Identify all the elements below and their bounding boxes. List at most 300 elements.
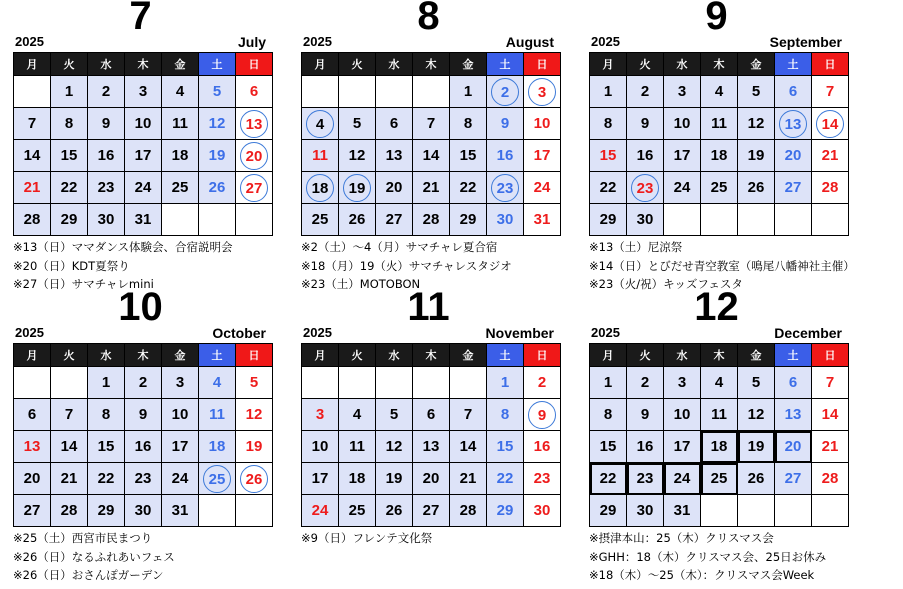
day-cell [812,140,849,172]
day-number: 9 [640,115,650,132]
weekday-header: 日 [236,344,273,367]
empty-day-cell [738,495,775,527]
day-number: 5 [751,83,761,100]
day-cell [236,399,273,431]
day-cell [376,399,413,431]
day-number: 19 [245,438,263,455]
weekday-header: 月 [14,344,51,367]
day-number: 6 [27,406,37,423]
day-number: 2 [537,374,547,391]
day-cell [162,172,199,204]
weekday-header: 金 [162,53,199,76]
day-cell [627,367,664,399]
weekday-header: 日 [812,53,849,76]
empty-day-cell [775,495,812,527]
day-cell [125,399,162,431]
day-number: 7 [825,374,835,391]
day-cell [125,495,162,527]
day-cell [524,76,561,108]
weekday-header-row [302,344,561,367]
day-number: 11 [711,406,727,423]
day-number: 18 [710,147,728,164]
day-cell [339,399,376,431]
week-row [590,172,849,204]
day-number: 31 [171,502,189,519]
day-cell [738,431,775,463]
day-cell [664,431,701,463]
day-number: 3 [528,78,556,106]
week-row [14,108,273,140]
day-number: 19 [385,470,403,487]
weekday-header: 土 [487,53,524,76]
day-cell [450,399,487,431]
day-cell [701,140,738,172]
day-number: 24 [673,179,691,196]
event-note: ※GHH：18（木）クリスマス会、25日お休み [589,549,827,564]
day-number: 6 [426,406,436,423]
weekday-header: 木 [413,53,450,76]
week-row [14,463,273,495]
day-cell [302,172,339,204]
day-cell [627,399,664,431]
day-cell [812,108,849,140]
day-cell [590,172,627,204]
day-cell [88,399,125,431]
year-label: 2025 [591,325,620,340]
day-number: 6 [249,83,259,100]
day-number: 20 [23,470,41,487]
day-number: 17 [673,438,691,455]
day-number: 3 [175,374,185,391]
week-row [590,108,849,140]
day-cell [627,76,664,108]
day-number: 13 [784,406,802,423]
day-number: 30 [636,502,654,519]
week-row [590,367,849,399]
day-number: 28 [422,211,440,228]
month-header [301,0,556,52]
day-number: 27 [385,211,403,228]
day-number: 12 [348,147,366,164]
day-number: 3 [315,406,325,423]
day-number: 14 [816,110,844,138]
day-number: 23 [533,470,551,487]
day-number: 21 [821,147,839,164]
day-number: 14 [422,147,440,164]
empty-day-cell [701,495,738,527]
day-number: 13 [240,110,268,138]
day-cell [125,76,162,108]
day-number: 5 [352,115,362,132]
day-cell [450,495,487,527]
day-cell [664,172,701,204]
day-cell [125,172,162,204]
empty-day-cell [812,204,849,236]
day-cell [590,140,627,172]
day-cell [487,495,524,527]
day-cell [413,172,450,204]
weekday-header: 土 [199,344,236,367]
weekday-header: 土 [487,344,524,367]
day-cell [339,140,376,172]
empty-day-cell [775,204,812,236]
day-number: 1 [603,83,613,100]
day-number: 24 [673,470,691,487]
day-cell [524,140,561,172]
day-number: 25 [203,465,231,493]
day-cell [376,108,413,140]
week-row [302,172,561,204]
weekday-header: 月 [590,344,627,367]
weekday-header: 水 [88,53,125,76]
day-cell [524,463,561,495]
day-cell [88,367,125,399]
day-cell [88,140,125,172]
day-cell [738,463,775,495]
empty-day-cell [236,204,273,236]
day-number: 24 [311,502,329,519]
week-row [302,463,561,495]
day-cell [738,76,775,108]
weekday-header: 日 [524,53,561,76]
day-cell [162,431,199,463]
month-header [301,285,556,343]
month-number: 8 [417,0,440,38]
day-cell [450,140,487,172]
day-number: 17 [311,470,329,487]
day-cell [524,399,561,431]
event-notes [301,529,556,548]
day-cell [88,495,125,527]
week-row [590,76,849,108]
day-cell [524,172,561,204]
day-cell [376,172,413,204]
month-header [13,285,268,343]
day-cell [125,204,162,236]
day-number: 7 [825,83,835,100]
empty-day-cell [236,495,273,527]
day-number: 25 [710,470,728,487]
day-cell [738,399,775,431]
day-number: 27 [784,179,802,196]
week-row [14,172,273,204]
day-cell [236,463,273,495]
day-cell [524,204,561,236]
day-number: 24 [134,179,152,196]
day-number: 7 [27,115,37,132]
day-number: 16 [533,438,551,455]
day-number: 10 [673,406,691,423]
day-number: 17 [171,438,189,455]
day-number: 7 [64,406,74,423]
day-number: 1 [500,374,510,391]
day-cell [590,76,627,108]
day-number: 2 [101,83,111,100]
year-label: 2025 [15,34,44,49]
day-cell [88,463,125,495]
day-cell [524,108,561,140]
day-cell [664,76,701,108]
day-cell [125,140,162,172]
day-number: 2 [640,374,650,391]
week-row [590,204,849,236]
event-note: ※23（火/祝）キッズフェスタ [589,277,743,291]
year-label: 2025 [15,325,44,340]
weekday-header: 水 [664,344,701,367]
day-number: 29 [97,502,115,519]
day-number: 2 [491,78,519,106]
day-cell [302,495,339,527]
day-number: 6 [788,374,798,391]
day-cell [812,463,849,495]
day-number: 29 [459,211,477,228]
month-calendar-december [589,285,844,585]
day-cell [376,140,413,172]
day-cell [162,140,199,172]
day-number: 5 [389,406,399,423]
month-number: 12 [694,285,739,329]
day-cell [51,204,88,236]
day-number: 4 [306,110,334,138]
day-cell [524,431,561,463]
day-number: 31 [533,211,551,228]
weekday-header: 日 [812,344,849,367]
day-number: 16 [636,147,654,164]
day-cell [339,204,376,236]
weekday-header: 木 [413,344,450,367]
day-number: 30 [533,502,551,519]
day-number: 26 [747,179,765,196]
day-number: 8 [500,406,510,423]
day-cell [590,463,627,495]
day-number: 23 [134,470,152,487]
day-number: 18 [348,470,366,487]
day-cell [51,140,88,172]
day-number: 5 [249,374,259,391]
month-name: August [505,34,554,50]
day-cell [162,463,199,495]
week-row [302,140,561,172]
day-cell [125,367,162,399]
day-cell [627,204,664,236]
day-cell [236,367,273,399]
day-cell [162,495,199,527]
weekday-header: 月 [14,53,51,76]
day-number: 5 [751,374,761,391]
day-cell [413,204,450,236]
day-number: 30 [97,211,115,228]
event-note: ※14（日）とびだせ青空教室（鳴尾八幡神社主催） [589,258,855,273]
day-cell [450,172,487,204]
day-number: 12 [245,406,263,423]
day-number: 30 [496,211,514,228]
day-cell [51,76,88,108]
day-cell [236,76,273,108]
day-number: 21 [60,470,78,487]
day-number: 23 [636,470,654,487]
day-cell [162,367,199,399]
day-number: 7 [463,406,473,423]
empty-day-cell [199,204,236,236]
month-name: November [485,325,554,341]
day-cell [413,108,450,140]
weekday-header-row [14,53,273,76]
weekday-header: 木 [125,344,162,367]
weekday-header-row [590,344,849,367]
month-number: 9 [705,0,728,38]
event-notes [13,529,268,585]
weekday-header: 土 [775,53,812,76]
weekday-header: 水 [664,53,701,76]
day-cell [738,172,775,204]
week-row [14,140,273,172]
event-note: ※25（土）西宮市民まつり [13,531,153,545]
day-cell [590,108,627,140]
day-number: 4 [714,374,724,391]
day-cell [812,367,849,399]
day-cell [199,76,236,108]
day-number: 17 [134,147,152,164]
day-number: 10 [134,115,152,132]
day-number: 29 [599,211,617,228]
day-number: 8 [64,115,74,132]
day-number: 25 [171,179,189,196]
weekday-header: 金 [450,53,487,76]
day-cell [88,431,125,463]
month-name: October [212,325,266,341]
month-calendar-november [301,285,556,548]
day-cell [775,108,812,140]
day-number: 15 [459,147,477,164]
month-calendar-september [589,0,855,294]
week-row [590,463,849,495]
empty-day-cell [413,76,450,108]
day-number: 24 [533,179,551,196]
weekday-header: 火 [51,53,88,76]
day-number: 29 [496,502,514,519]
day-number: 20 [784,147,802,164]
day-cell [125,431,162,463]
day-cell [775,76,812,108]
month-header [589,0,844,52]
day-cell [236,140,273,172]
weekday-header: 火 [339,344,376,367]
day-cell [199,108,236,140]
empty-day-cell [339,367,376,399]
month-calendar-august [301,0,556,294]
day-number: 27 [23,502,41,519]
week-row [14,367,273,399]
day-number: 4 [714,83,724,100]
weekday-header: 金 [738,344,775,367]
day-number: 18 [171,147,189,164]
day-cell [664,399,701,431]
day-cell [413,140,450,172]
day-number: 26 [385,502,403,519]
weekday-header: 火 [339,53,376,76]
day-cell [413,495,450,527]
day-cell [14,172,51,204]
event-note: ※20（日）KDT夏祭り [13,258,130,273]
month-name: September [769,34,842,50]
day-number: 23 [491,174,519,202]
day-cell [664,463,701,495]
day-cell [590,399,627,431]
day-number: 26 [348,211,366,228]
day-cell [812,76,849,108]
day-number: 21 [459,470,477,487]
day-number: 16 [134,438,152,455]
week-row [14,204,273,236]
week-row [590,399,849,431]
day-number: 22 [599,179,617,196]
day-cell [701,76,738,108]
day-number: 29 [60,211,78,228]
year-label: 2025 [303,34,332,49]
day-cell [812,172,849,204]
year-label: 2025 [303,325,332,340]
day-cell [627,463,664,495]
event-note: ※26（日）なるふれあいフェス [13,549,175,564]
calendar-grid [13,52,273,236]
day-number: 12 [747,115,765,132]
day-number: 26 [747,470,765,487]
weekday-header: 月 [302,53,339,76]
day-number: 7 [426,115,436,132]
day-number: 11 [209,406,225,423]
weekday-header: 火 [627,53,664,76]
weekday-header: 水 [88,344,125,367]
day-cell [450,431,487,463]
day-number: 24 [171,470,189,487]
week-row [14,495,273,527]
day-number: 12 [208,115,226,132]
day-cell [487,367,524,399]
day-cell [413,463,450,495]
day-cell [199,463,236,495]
day-number: 19 [343,174,371,202]
weekday-header: 火 [627,344,664,367]
day-number: 4 [212,374,222,391]
empty-day-cell [14,76,51,108]
day-cell [88,204,125,236]
day-number: 4 [175,83,185,100]
day-cell [236,172,273,204]
day-number: 1 [463,83,473,100]
empty-day-cell [162,204,199,236]
month-number: 11 [407,285,450,329]
day-cell [199,431,236,463]
day-cell [302,140,339,172]
day-cell [14,495,51,527]
day-cell [413,399,450,431]
day-number: 15 [599,438,617,455]
day-cell [14,140,51,172]
week-row [302,108,561,140]
month-number: 10 [118,285,163,329]
day-cell [487,399,524,431]
day-cell [524,495,561,527]
day-cell [199,367,236,399]
day-number: 14 [459,438,477,455]
empty-day-cell [302,76,339,108]
day-number: 16 [496,147,514,164]
weekday-header: 水 [376,344,413,367]
day-number: 22 [60,179,78,196]
day-number: 27 [422,502,440,519]
day-cell [14,463,51,495]
week-row [302,367,561,399]
